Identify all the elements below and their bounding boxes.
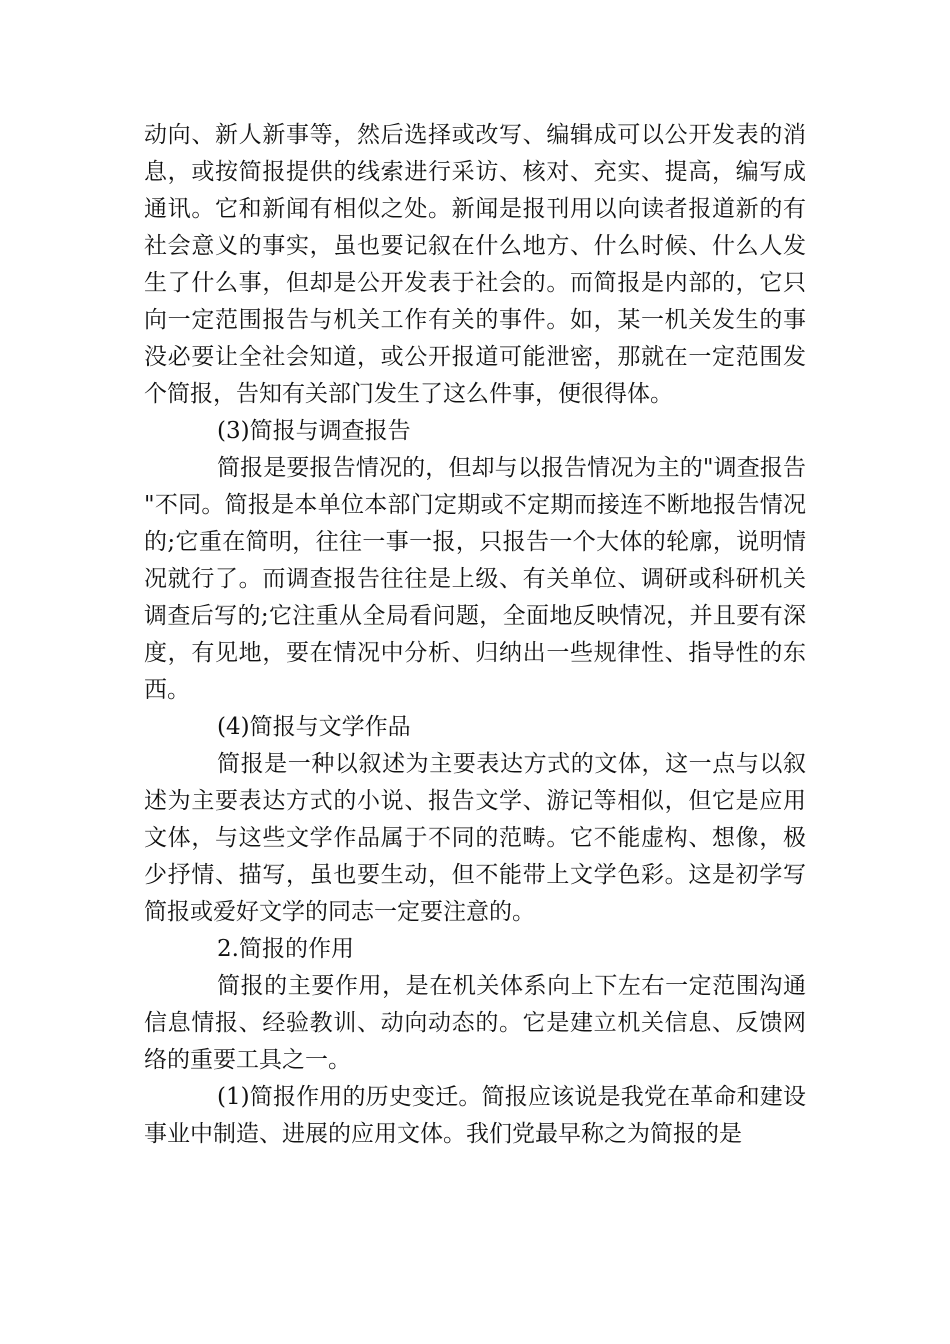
- document-body: [144, 117, 806, 1153]
- heading-jianbao-vs-wenxue-zuopin: (4)简报与文学作品: [217, 714, 411, 740]
- paragraph-diaocha-baogao: 简报是要报告情况的，但却与以报告情况为主的"调查报告"不同。简报是本单位本部门定期或不定期而接连不断地报告情况的;它重在简明，往往一事一报，只报告一个大体的轮廓，说明情况就行了。而调查报告往往是上级、有关单位、调研或科研机关调查后写的;它注重从全局看问题，全面地反映情况，并且要有深度，有见地，要在情况中分析、归纳出一些规律性、指导性的东西。: [144, 455, 806, 703]
- heading-jianbao-zuoyong: 2.简报的作用: [217, 936, 354, 962]
- paragraph-continuation: 动向、新人新事等，然后选择或改写、编辑成可以公开发表的消息，或按简报提供的线索进行采访、核对、充实、提高，编写成通讯。它和新闻有相似之处。新闻是报刊用以向读者报道新的有社会意义的事实，虽也要记叙在什么地方、什么时候、什么人发生了什么事，但却是公开发表于社会的。而简报是内部的，它只向一定范围报告与机关工作有关的事件。如，某一机关发生的事没必要让全社会知道，或公开报道可能泄密，那就在一定范围发个简报，告知有关部门发生了这么件事，便很得体。: [144, 122, 806, 407]
- paragraph-wenxue-zuopin: 简报是一种以叙述为主要表达方式的文体，这一点与以叙述为主要表达方式的小说、报告文学、游记等相似，但它是应用文体，与这些文学作品属于不同的范畴。它不能虚构、想像，极少抒情、描写，虽也要生动，但不能带上文学色彩。这是初学写简报或爱好文学的同志一定要注意的。: [144, 751, 806, 925]
- paragraph-lishi-bianqian: (1)简报作用的历史变迁。简报应该说是我党在革命和建设事业中制造、进展的应用文体。我们党最早称之为简报的是: [144, 1084, 806, 1147]
- heading-jianbao-vs-diaocha-baogao: (3)简报与调查报告: [217, 418, 411, 444]
- paragraph-zuoyong: 简报的主要作用，是在机关体系向上下左右一定范围沟通信息情报、经验教训、动向动态的。它是建立机关信息、反馈网络的重要工具之一。: [144, 973, 806, 1073]
